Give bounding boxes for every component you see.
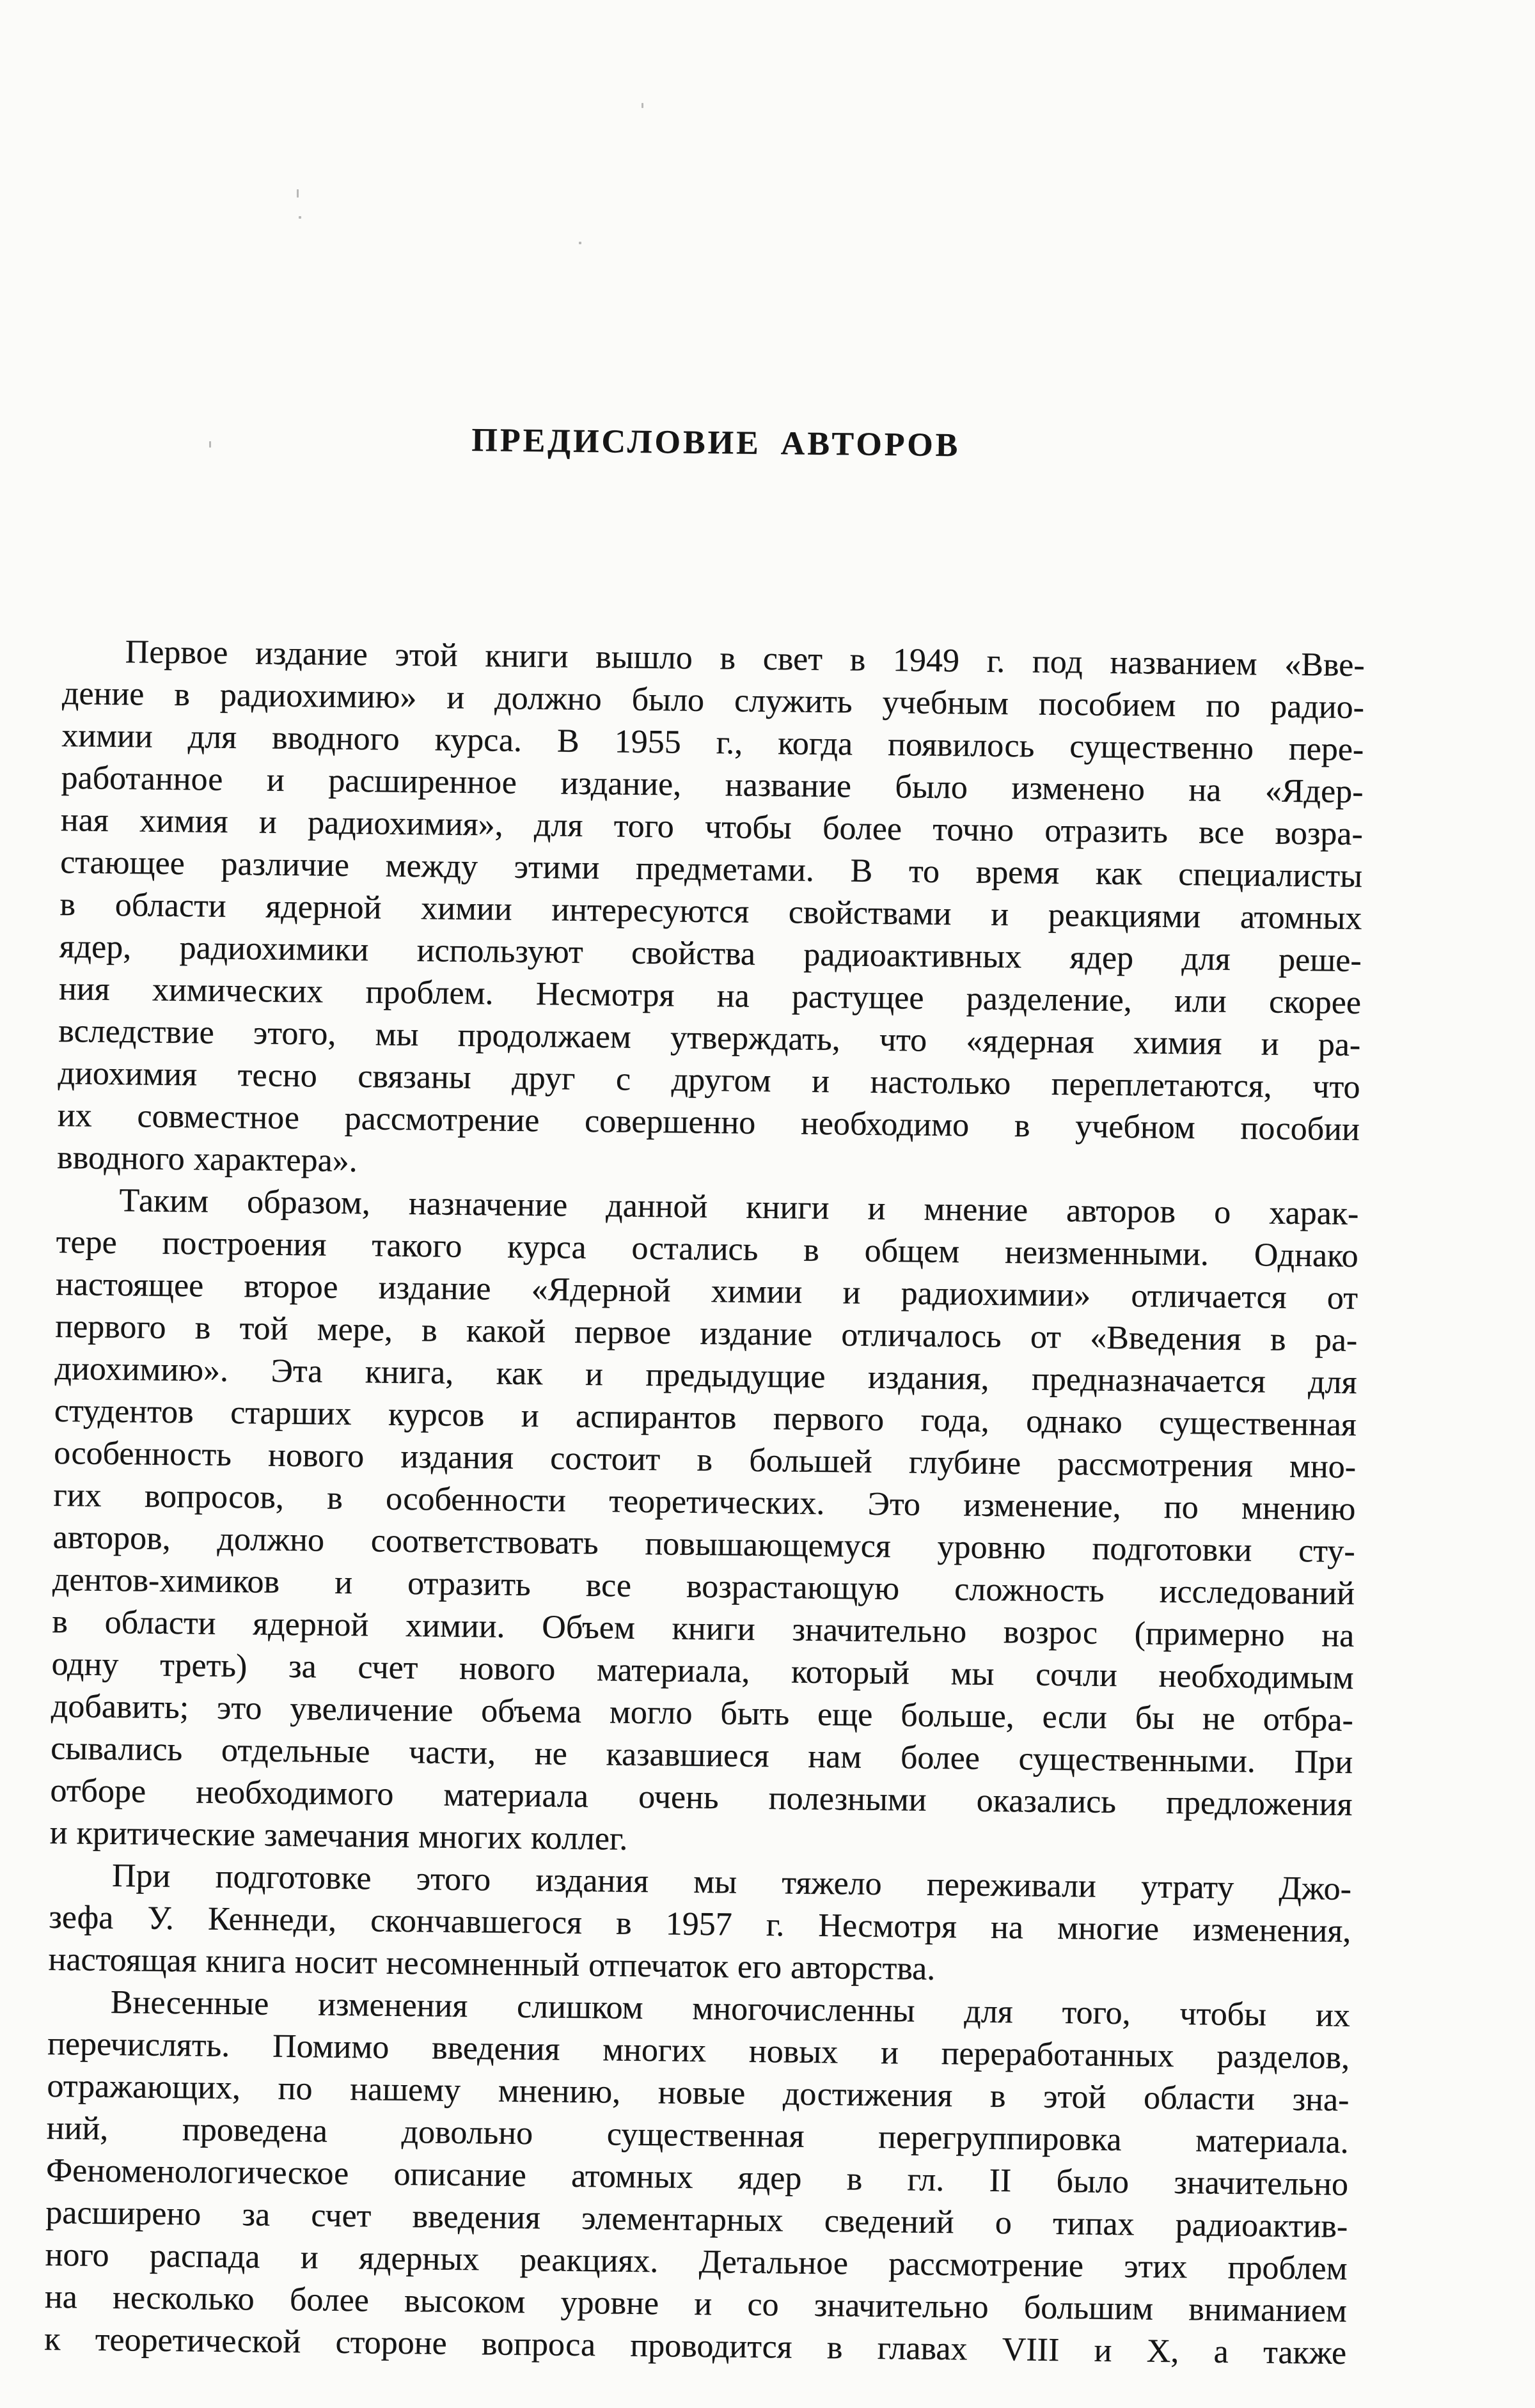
- text-line: студентов старших курсов и аспирантов первого года, однако существенная: [54, 1392, 1357, 1443]
- text-line: и критические замечания многих коллег.: [49, 1814, 628, 1857]
- text-line: добавить; это увеличение объема могло быть еще больше, если бы не отбра-: [51, 1687, 1354, 1739]
- text-line: авторов, должно соответствовать повышающемуся уровню подготовки сту-: [52, 1519, 1355, 1570]
- text-line: Первое издание этой книги вышло в свет в 1949 г. под названием «Вве-: [125, 634, 1365, 684]
- text-line: ния химических проблем. Несмотря на растущее разделение, или скорее: [58, 970, 1362, 1022]
- text-line: в области ядерной химии. Объем книги значительно возрос (примерно на: [51, 1603, 1355, 1654]
- scan-speck-4: [642, 103, 643, 108]
- paragraph: [49, 1179, 1358, 1868]
- text-line: ний, проведена довольно существенная перегруппировка материала.: [46, 2109, 1349, 2161]
- page-body: [44, 630, 1365, 2375]
- page-title: ПРЕДИСЛОВИЕ АВТОРОВ: [471, 421, 961, 464]
- text-line: вследствие этого, мы продолжаем утверждать, что «ядерная химия и ра-: [58, 1012, 1361, 1063]
- text-line: работанное и расширенное издание, название было изменено на «Ядер-: [61, 759, 1364, 811]
- scan-speck-2: [299, 216, 301, 219]
- text-line: Внесенные изменения слишком многочисленны для того, чтобы их: [110, 1983, 1351, 2034]
- text-line: дентов-химиков и отразить все возрастающую сложность исследований: [52, 1561, 1355, 1612]
- text-line: зефа У. Кеннеди, скончавшегося в 1957 г. Несмотря на многие изменения,: [48, 1898, 1351, 1950]
- text-line: Феноменологическое описание атомных ядер в гл. II было значительно: [45, 2152, 1349, 2203]
- scan-speck-5: [579, 242, 581, 244]
- text-line: перечислять. Помимо введения многих новых и переработанных разделов,: [47, 2025, 1350, 2076]
- text-line: первого в той мере, в какой первое издание отличалось от «Введения в ра-: [54, 1308, 1358, 1359]
- text-line: диохимию». Эта книга, как и предыдущие издания, предназначается для: [54, 1350, 1357, 1401]
- text-line: ная химия и радиохимия», для того чтобы более точно отразить все возра-: [60, 801, 1364, 853]
- scan-speck-3: [209, 441, 211, 448]
- text-line: отражающих, по нашему мнению, новые достижения в этой области зна-: [47, 2067, 1350, 2118]
- text-line: диохимия тесно связаны друг с другом и настолько переплетаются, что: [58, 1054, 1360, 1106]
- text-line: сывались отдельные части, не казавшиеся нам более существенными. При: [50, 1730, 1353, 1781]
- text-line: отборе необходимого материала очень полезными оказались предложения: [50, 1772, 1353, 1823]
- text-line: на несколько более высоком уровне и со значительно большим вниманием: [44, 2278, 1348, 2329]
- paragraph: [57, 630, 1365, 1193]
- text-line: стающее различие между этими предметами. В то время как специалисты: [59, 843, 1363, 895]
- text-line: химии для вводного курса. В 1955 г., когда появилось существенно пере-: [61, 717, 1364, 769]
- text-line: ядер, радиохимики используют свойства радиоактивных ядер для реше-: [59, 928, 1362, 980]
- text-line: вводного характера».: [56, 1139, 358, 1180]
- scan-speck-1: [297, 189, 299, 198]
- text-line: расширено за счет введения элементарных сведений о типах радиоактив-: [45, 2194, 1348, 2245]
- text-line: дение в радиохимию» и должно было служить учебным пособием по радио-: [61, 675, 1365, 726]
- text-line: к теоретической стороне вопроса проводится в главах VIII и X, а также: [43, 2320, 1347, 2372]
- text-line: При подготовке этого издания мы тяжело переживали утрату Джо-: [111, 1857, 1352, 1907]
- paragraph: [44, 1981, 1350, 2375]
- text-line: настоящая книга носит несомненный отпечаток его авторства.: [48, 1941, 936, 1987]
- text-line: ного распада и ядерных реакциях. Детальное рассмотрение этих проблем: [45, 2236, 1348, 2287]
- paragraph: [48, 1854, 1351, 1995]
- text-line: настоящее второе издание «Ядерной химии и радиохимии» отличается от: [55, 1265, 1358, 1317]
- text-line: одну треть) за счет нового материала, который мы сочли необходимым: [51, 1645, 1354, 1696]
- text-line: их совместное рассмотрение совершенно необходимо в учебном пособии: [57, 1097, 1360, 1148]
- text-line: Таким образом, назначение данной книги и мнение авторов о харак-: [119, 1182, 1359, 1232]
- text-line: особенность нового издания состоит в большей глубине рассмотрения мно-: [53, 1434, 1357, 1485]
- text-line: гих вопросов, в особенности теоретических. Это изменение, по мнению: [53, 1476, 1356, 1528]
- text-line: тере построения такого курса остались в общем неизменными. Однако: [56, 1223, 1358, 1274]
- text-line: в области ядерной химии интересуются свойствами и реакциями атомных: [59, 886, 1362, 937]
